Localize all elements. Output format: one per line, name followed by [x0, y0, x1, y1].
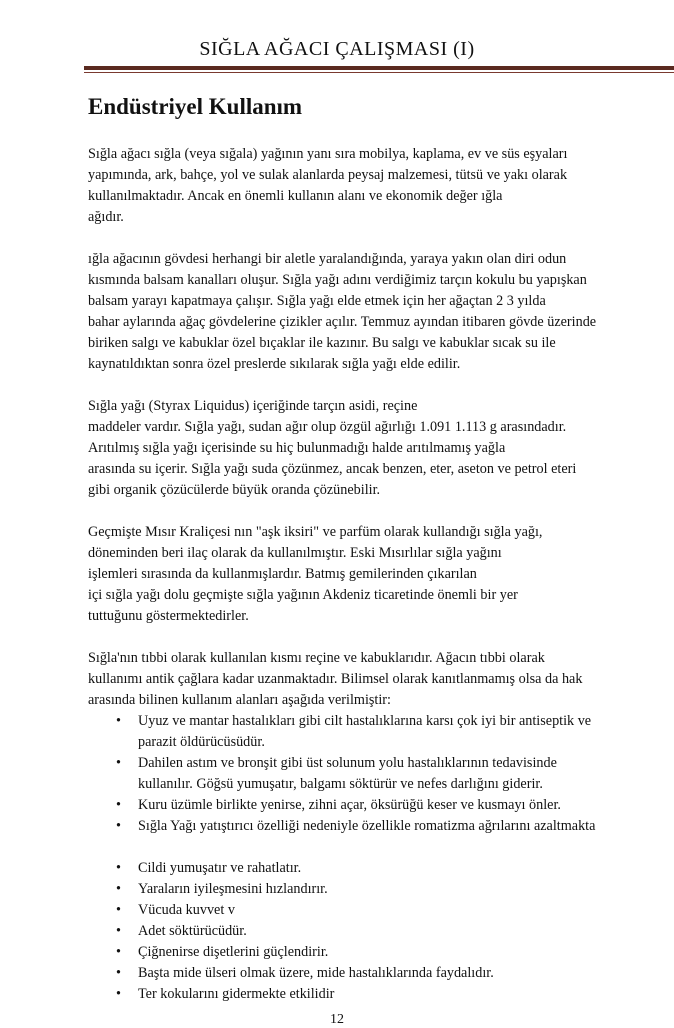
section-title: Endüstriyel Kullanım [88, 94, 303, 119]
text-line: Sığla ağacı sığla (veya sığala) yağının yanı sıra mobilya, kaplama, ev ve süs eşyaları [88, 146, 568, 162]
list-item [88, 753, 648, 795]
paragraph-industrial-use [88, 144, 648, 228]
text-line: kaynatıldıktan sonra özel preslerde sıkılarak sığla yağı elde edilir. [88, 356, 461, 372]
header-rule [84, 66, 674, 70]
text-line: • Kuru üzümle birlikte yenirse, zihni açar, öksürüğü keser ve kusmayı önler. [138, 797, 561, 813]
paragraph-composition [88, 396, 648, 501]
text-line: parazit öldürücüsüdür. [138, 734, 265, 750]
medical-uses-list [88, 711, 648, 837]
text-line: • Dahilen astım ve bronşit gibi üst solunum yolu hastalıklarının tedavisinde [138, 755, 557, 771]
header-rule-thin [84, 72, 674, 73]
text-line: maddeler vardır. Sığla yağı, sudan ağır olup özgül ağırlığı 1.091 1.113 g arasındadır. [88, 419, 567, 435]
running-header: SIĞLA AĞACI ÇALIŞMASI (I) [199, 38, 475, 60]
text-line: kısmında balsam kanalları oluşur. Sığla yağı adını verdiğimiz tarçın kokulu bu yapışkan [88, 272, 587, 288]
text-line: Arıtılmış sığla yağı içerisinde su hiç bulunmadığı halde arıtılmamış yağla [88, 440, 506, 456]
list-item: • Cildi yumuşatır ve rahatlatır. [88, 858, 648, 879]
text-line: • Sığla Yağı yatıştırıcı özelliği nedeniyle özellikle romatizma ağrılarını azaltmakta [138, 818, 596, 834]
text-line: Sığla'nın tıbbi olarak kullanılan kısmı reçine ve kabuklarıdır. Ağacın tıbbi olarak [88, 650, 545, 666]
paragraph-history [88, 522, 648, 627]
text-line: Geçmişte Mısır Kraliçesi nın "aşk iksiri" ve parfüm olarak kullandığı sığla yağı, [88, 524, 543, 540]
text-line: yapımında, ark, bahçe, yol ve sulak alanlarda peysaj malzemesi, tütsü ve yakı olarak [88, 167, 568, 183]
text-line: ağıdır. [88, 209, 124, 225]
text-line: Sığla yağı (Styrax Liquidus) içeriğinde tarçın asidi, reçine [88, 398, 418, 414]
medical-uses-list-continued [88, 858, 648, 1005]
list-item: • Başta mide ülseri olmak üzere, mide hastalıklarında faydalıdır. [88, 963, 648, 984]
paragraph-medical-use [88, 648, 648, 711]
text-line: kullanılmaktadır. Ancak en önemli kullanın alanı ve ekonomik değer ığla [88, 188, 503, 204]
page-number: 12 [330, 1012, 344, 1027]
text-line: kullanılır. Göğsü yumuşatır, balgamı söktürür ve nefes darlığını giderir. [138, 776, 543, 792]
text-line: bahar aylarında ağaç gövdelerine çizikler açılır. Temmuz ayından itibaren gövde üzerinde [88, 314, 597, 330]
text-line: arasında su içerir. Sığla yağı suda çözünmez, ancak benzen, eter, aseton ve petrol eteri [88, 461, 577, 477]
paragraph-balsam-production [88, 249, 648, 375]
text-line: balsam yarayı kapatmaya çalışır. Sığla yağı elde etmek için her ağaçtan 2 3 yılda [88, 293, 546, 309]
list-spacer [88, 837, 648, 858]
list-item [88, 711, 648, 753]
text-line: arasında bilinen kullanım alanları aşağıda verilmiştir: [88, 692, 391, 708]
list-item: • Vücuda kuvvet v [88, 900, 648, 921]
text-line: • Uyuz ve mantar hastalıkları gibi cilt hastalıklarına karsı çok iyi bir antiseptik ve [138, 713, 592, 729]
list-item: • Ter kokularını gidermekte etkilidir [88, 984, 648, 1005]
list-item: • Yaraların iyileşmesini hızlandırır. [88, 879, 648, 900]
text-line: tuttuğunu göstermektedirler. [88, 608, 249, 624]
text-line: biriken salgı ve kabuklar özel bıçaklar ile kazınır. Bu salgı ve kabuklar sıcak su ile [88, 335, 556, 351]
text-line: ığla ağacının gövdesi herhangi bir aletle yaralandığında, yaraya yakın olan diri odun [88, 251, 567, 267]
list-item [88, 816, 648, 837]
text-line: içi sığla yağı dolu geçmişte sığla yağının Akdeniz ticaretinde önemli bir yer [88, 587, 518, 603]
text-line: gibi organik çözücülerde büyük oranda çözünebilir. [88, 482, 381, 498]
page-content [88, 94, 648, 1005]
text-line: işlemleri sırasında da kullanmışlardır. Batmış gemilerinden çıkarılan [88, 566, 477, 582]
list-item: • Adet söktürücüdür. [88, 921, 648, 942]
text-line: kullanımı antik çağlara kadar uzanmaktadır. Bilimsel olarak kanıtlanmamış olsa da hak [88, 671, 583, 687]
text-line: döneminden beri ilaç olarak da kullanılmıştır. Eski Mısırlılar sığla yağını [88, 545, 502, 561]
list-item [88, 795, 648, 816]
list-item: • Çiğnenirse dişetlerini güçlendirir. [88, 942, 648, 963]
